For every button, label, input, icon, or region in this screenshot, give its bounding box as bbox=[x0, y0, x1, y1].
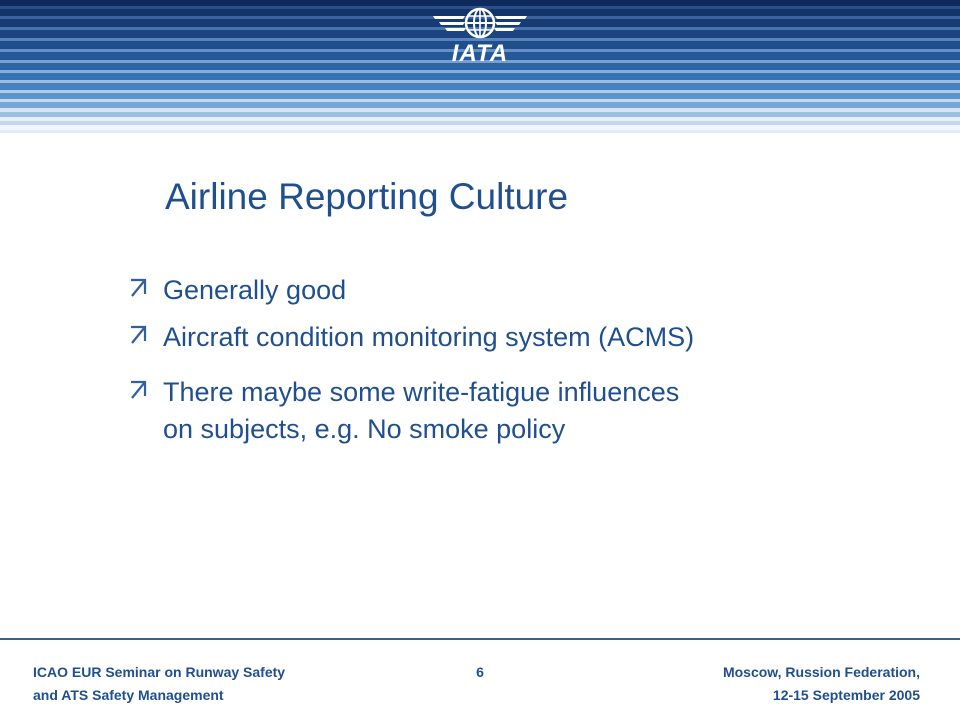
bullet-line: Generally good bbox=[163, 275, 347, 305]
footer-line: Moscow, Russion Federation, bbox=[722, 664, 920, 680]
iata-logo bbox=[425, 6, 535, 68]
footer-line: and ATS Safety Management bbox=[33, 687, 224, 703]
slide-title: Airline Reporting Culture bbox=[165, 176, 569, 217]
footer-location-date bbox=[723, 661, 920, 707]
footer-line: ICAO EUR Seminar on Runway Safety bbox=[33, 664, 286, 680]
arrow-up-right-icon bbox=[128, 323, 150, 347]
arrow-up-right-icon bbox=[128, 276, 150, 300]
arrow-up-right-icon bbox=[128, 378, 150, 402]
bullet-text bbox=[163, 272, 843, 309]
bullet-text bbox=[163, 319, 843, 356]
bullet-line: Aircraft condition monitoring system (ACMS) bbox=[163, 322, 695, 352]
footer-divider bbox=[0, 638, 960, 640]
bullet-line: on subjects, e.g. No smoke policy bbox=[163, 414, 566, 444]
page-number: 6 bbox=[476, 664, 484, 680]
logo-text: IATA bbox=[451, 40, 509, 67]
bullet-text bbox=[163, 374, 843, 448]
footer-line: 12-15 September 2005 bbox=[772, 687, 920, 703]
bullet-line: There maybe some write-fatigue influences bbox=[163, 377, 680, 407]
footer-event-name bbox=[33, 661, 285, 707]
globe-wings-icon bbox=[425, 6, 535, 42]
